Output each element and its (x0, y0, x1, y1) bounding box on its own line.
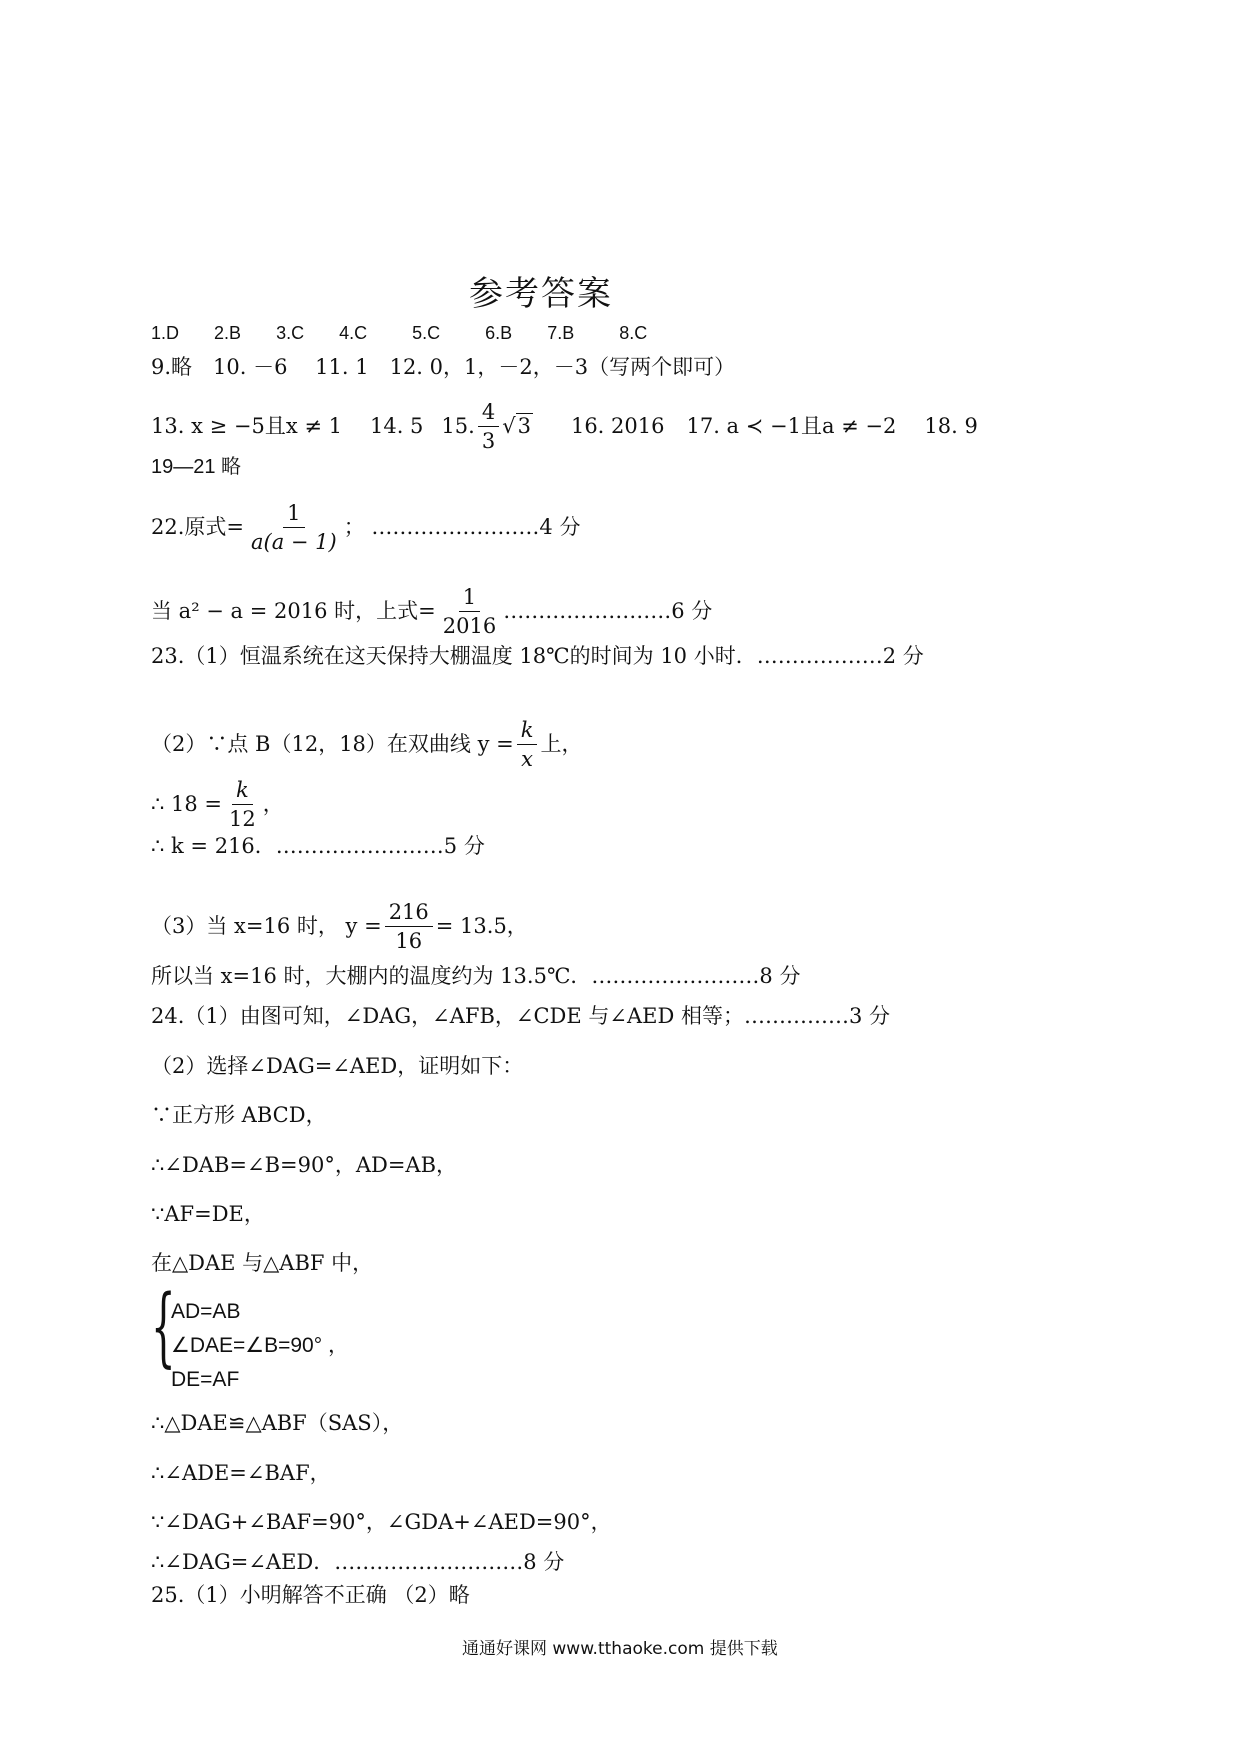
q23-equation-tail: ， (262, 792, 284, 816)
system-row-3: DE=AF (171, 1368, 240, 1391)
q25-answer: 25.（1）小明解答不正确 （2）略 (151, 1583, 470, 1607)
answers-row-2: 9.略 10. －6 11. 1 12. 0，1，－2，－3（写两个即可） (151, 355, 736, 379)
fraction-denominator: a(a − 1) (251, 529, 337, 554)
q23-part2 (151, 714, 582, 774)
fraction-numerator: 1 (283, 501, 304, 528)
answers-row-1 (151, 320, 677, 346)
q23-part3 (151, 896, 528, 956)
fraction-numerator: k (232, 778, 253, 805)
square-root: √3 (502, 414, 531, 438)
q24-angle-sums: ∵∠DAG+∠BAF=90°，∠GDA+∠AED=90°， (151, 1510, 612, 1534)
system-row-2: ∠DAE=∠B=90° ， (171, 1334, 349, 1357)
q22-evaluation (151, 581, 712, 641)
q22-fraction (247, 501, 341, 554)
answer-13: 13. x ≥ −5且x ≠ 1 (151, 414, 342, 438)
q23-part2-text: （2）∵点 B（12，18）在双曲线 y = (151, 732, 514, 756)
q22-eval-fraction (439, 585, 500, 638)
fraction-numerator: 1 (459, 585, 480, 612)
answer-15-fraction (478, 400, 499, 453)
left-brace-icon: { (151, 1277, 176, 1377)
answer-7: 7.B (547, 323, 575, 343)
q23-part3-text: （3）当 x=16 时， y = (151, 914, 382, 938)
fraction-denominator: 2016 (442, 613, 497, 638)
radicand: 3 (517, 414, 531, 438)
q24-part1: 24.（1）由图可知，∠DAG，∠AFB，∠CDE 与∠AED 相等；……………3 分 (151, 1004, 891, 1028)
q24-congruence: ∴△DAE≌△ABF（SAS）， (151, 1411, 404, 1435)
q23-part3-tail: = 13.5， (435, 914, 528, 938)
q23-equation-fraction (225, 778, 260, 831)
answer-15-label: 15. (441, 414, 475, 438)
q24-angle-equal: ∴∠ADE=∠BAF， (151, 1461, 331, 1485)
answer-2: 2.B (214, 323, 242, 343)
q23-k-value: ∴ k = 216．……………………5 分 (151, 834, 485, 858)
q23-part2-tail: 上， (540, 732, 583, 756)
answer-3: 3.C (276, 323, 305, 343)
q22-eval-text: 当 a² − a = 2016 时，上式= (151, 599, 436, 623)
q22-line (151, 497, 580, 557)
q24-step-angles: ∴∠DAB=∠B=90°，AD=AB， (151, 1153, 458, 1177)
q24-step-af-de: ∵AF=DE， (151, 1202, 265, 1226)
q22-eval-score: ……………………6 分 (503, 599, 713, 623)
q23-equation-text: ∴ 18 = (151, 792, 223, 816)
answer-17: 17. a ≺ −1且a ≠ −2 (686, 414, 897, 438)
answer-14: 14. 5 (369, 414, 424, 438)
fraction-numerator: k (517, 718, 538, 745)
fraction-numerator: 4 (478, 400, 499, 427)
q23-conclusion: 所以当 x=16 时，大棚内的温度约为 13.5℃．……………………8 分 (151, 964, 801, 988)
fraction-denominator: 16 (395, 928, 423, 953)
page-title: 参考答案 (469, 274, 613, 314)
q24-part2: （2）选择∠DAG=∠AED，证明如下： (151, 1054, 524, 1078)
answer-5: 5.C (412, 323, 441, 343)
equation-system (151, 1277, 349, 1397)
q24-step-triangles: 在△DAE 与△ABF 中， (151, 1251, 374, 1275)
q23-part1: 23.（1）恒温系统在这天保持大棚温度 18℃的时间为 10 小时．………………2 分 (151, 644, 924, 668)
q23-equation (151, 774, 284, 834)
q24-step-square: ∵正方形 ABCD， (151, 1103, 327, 1127)
q22-score: ； ……………………4 分 (343, 515, 581, 539)
fraction-numerator: 216 (385, 900, 433, 927)
fraction-denominator: 12 (229, 806, 256, 831)
answers-row-4: 19—21 略 (151, 456, 242, 478)
answer-8: 8.C (619, 323, 648, 343)
answer-16: 16. 2016 (570, 414, 665, 438)
q24-conclusion: ∴∠DAG=∠AED．………………………8 分 (151, 1550, 565, 1574)
answer-4: 4.C (339, 323, 368, 343)
answer-1: 1.D (151, 323, 180, 343)
system-row-1: AD=AB (171, 1300, 241, 1323)
answers-row-3 (151, 396, 978, 456)
q23-hyperbola-fraction (517, 718, 538, 771)
fraction-denominator: x (521, 746, 534, 771)
equation-system-rows (171, 1295, 349, 1397)
answer-6: 6.B (485, 323, 513, 343)
q23-part3-fraction (385, 900, 433, 953)
answer-18: 18. 9 (924, 414, 978, 438)
footer-credit: 通通好课网 www.tthaoke.com 提供下载 (462, 1639, 778, 1659)
q22-label: 22.原式= (151, 515, 244, 539)
fraction-denominator: 3 (481, 428, 496, 453)
